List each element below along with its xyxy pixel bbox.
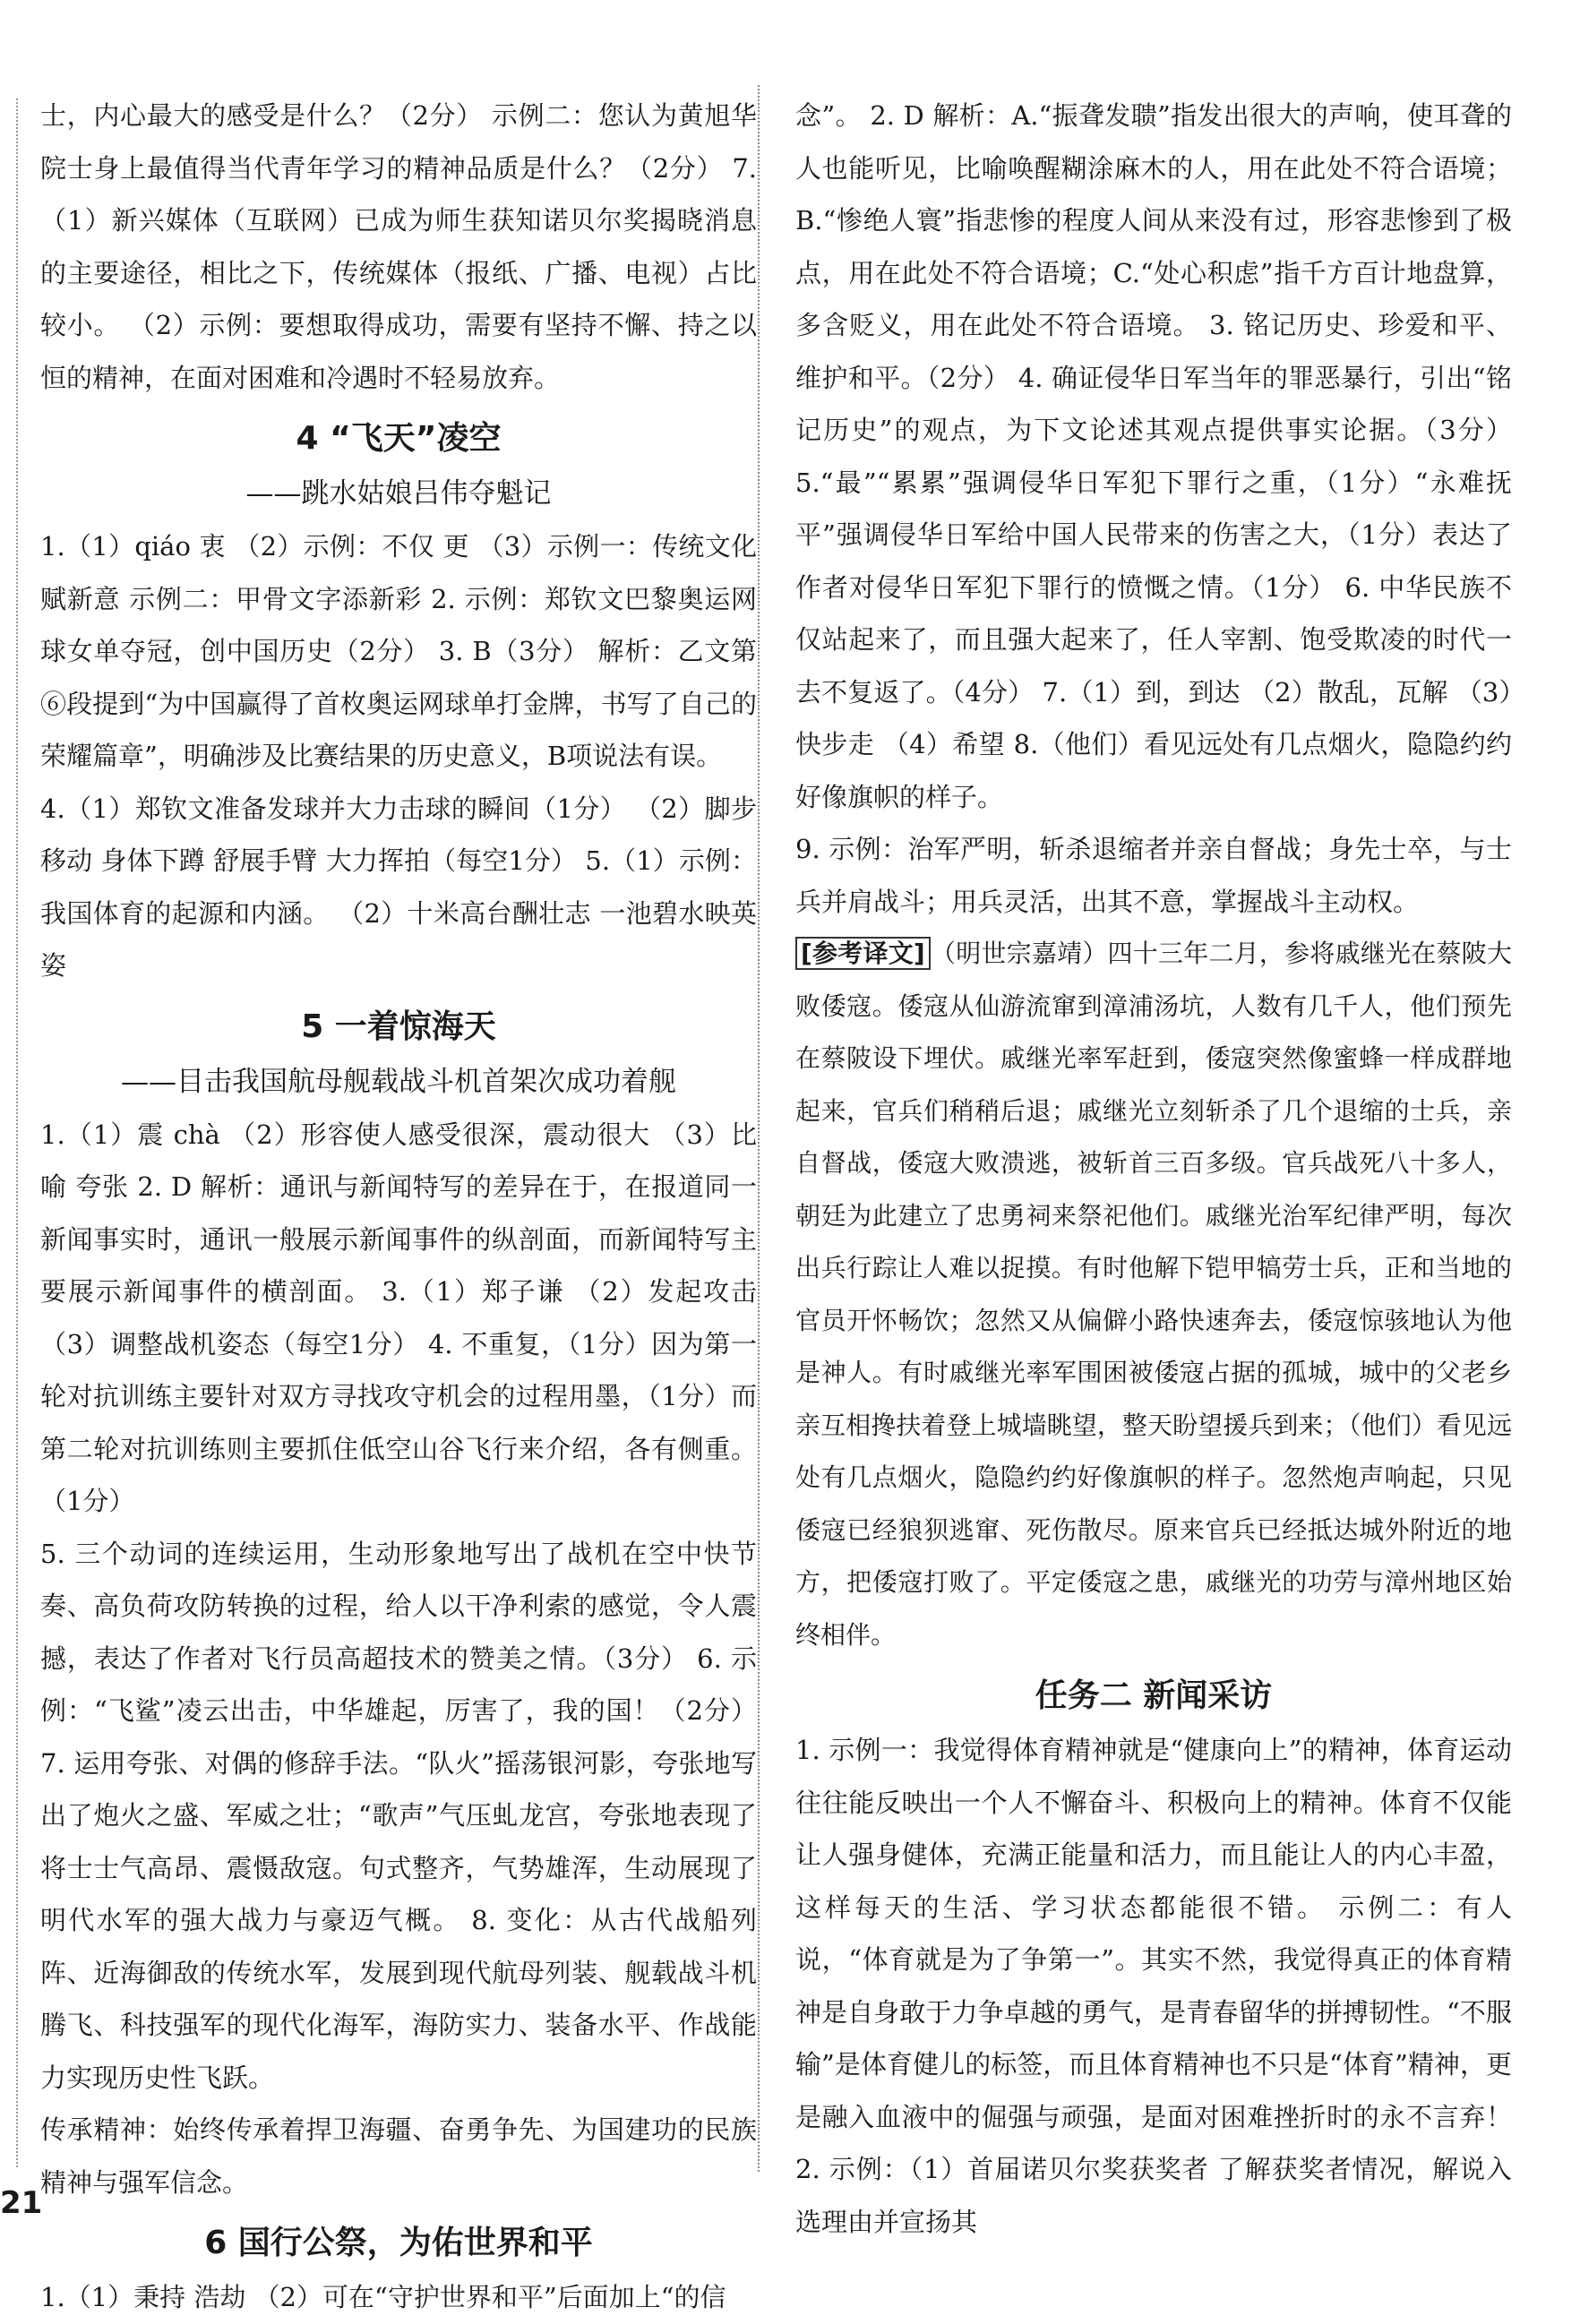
task-2-title: 任务二 新闻采访 bbox=[1035, 1677, 1273, 1714]
left-column bbox=[40, 90, 757, 2324]
reference-translation-label: [参考译文] bbox=[795, 937, 931, 970]
right-column bbox=[795, 90, 1512, 2248]
section-4-answers-1: 1.（1）qiáo 衷 （2）示例：不仅 更 （3）示例一：传统文化赋新意 示例二：甲骨文字添新彩 2. 示例：郑钦文巴黎奥运网球女单夺冠，创中国历史（2分） 3. B（3分） 解析：乙文第⑥段提到“为中国赢得了首枚奥运网球单打金牌，书写了自己的荣耀篇章”，明确涉及比赛结果的历史意义，B项说法有误。 bbox=[40, 531, 757, 771]
section-6-answers-1: 1.（1）秉持 浩劫 （2）可在“守护世界和平”后面加上“的信 bbox=[40, 2282, 726, 2312]
section-5-subtitle: ——目击我国航母舰载战斗机首架次成功着舰 bbox=[121, 1065, 676, 1098]
task-2-answers: 1. 示例一：我觉得体育精神就是“健康向上”的精神，体育运动往往能反映出一个人不懈奋斗、积极向上的精神。体育不仅能让人强身健体，充满正能量和活力，而且能让人的内心丰盈，这样每天的生活、学习状态都能很不错。 示例二：有人说，“体育就是为了争第一”。其实不然，我觉得真正的体育精神是自身敢于力争卓越的勇气，是青春留华的拼搏韧性。“不服输”是体育健儿的标签，而且体育精神也不只是“体育”精神，更是融入血液中的倔强与顽强，是面对困难挫折时的永不言弃！ 2. 示例：（1）首届诺贝尔奖获奖者 了解获奖者情况，解说入选理由并宣扬其 bbox=[795, 1735, 1512, 2237]
reference-translation bbox=[795, 928, 1512, 1661]
section-6-title: 6 国行公祭，为佑世界和平 bbox=[204, 2225, 593, 2261]
left-paragraph-continued: 士，内心最大的感受是什么？（2分） 示例二：您认为黄旭华院士身上最值得当代青年学习的精神品质是什么？（2分） 7.（1）新兴媒体（互联网）已成为师生获知诺贝尔奖揭晓消息的主要途径，相比之下，传统媒体（报纸、广播、电视）占比较小。 （2）示例：要想取得成功，需要有坚持不懈、持之以恒的精神，在面对困难和冷遇时不轻易放弃。 bbox=[40, 100, 757, 393]
section-6-answers-continued: 念”。 2. D 解析：A.“振聋发聩”指发出很大的声响，使耳聋的人也能听见，比喻唤醒糊涂麻木的人，用在此处不符合语境；B.“惨绝人寰”指悲惨的程度人间从来没有过，形容悲惨到了极点，用在此处不符合语境；C.“处心积虑”指千方百计地盘算，多含贬义，用在此处不符合语境。 3. 铭记历史、珍爱和平、维护和平。（2分） 4. 确证侵华日军当年的罪恶暴行，引出“铭记历史”的观点，为下文论述其观点提供事实论据。（3分） 5.“最”“累累”强调侵华日军犯下罪行之重，（1分）“永难抚平”强调侵华日军给中国人民带来的伤害之大，（1分）表达了作者对侵华日军犯下罪行的愤慨之情。（1分） 6. 中华民族不仅站起来了，而且强大起来了，任人宰割、饱受欺凌的时代一去不复返了。（4分） 7.（1）到，到达 （2）散乱，瓦解 （3）快步走 （4）希望 8.（他们）看见远处有几点烟火，隐隐约约好像旗帜的样子。 bbox=[795, 100, 1512, 812]
reference-translation-text: （明世宗嘉靖）四十三年二月，参将戚继光在蔡陂大败倭寇。倭寇从仙游流窜到漳浦汤坑，人数有几千人，他们预先在蔡陂设下埋伏。戚继光率军赶到，倭寇突然像蜜蜂一样成群地起来，官兵们稍稍后退；戚继光立刻斩杀了几个退缩的士兵，亲自督战，倭寇大败溃逃，被斩首三百多级。官兵战死八十多人，朝廷为此建立了忠勇祠来祭祀他们。戚继光治军纪律严明，每次出兵行踪让人难以捉摸。有时他解下铠甲犒劳士兵，正和当地的官员开怀畅饮；忽然又从偏僻小路快速奔去，倭寇惊骇地认为他是神人。有时戚继光率军围困被倭寇占据的孤城，城中的父老乡亲互相搀扶着登上城墙眺望，整天盼望援兵到来；（他们）看见远处有几点烟火，隐隐约约好像旗帜的样子。忽然炮声响起，只见倭寇已经狼狈逃窜、死伤散尽。原来官兵已经抵达城外附近的地方，把倭寇打败了。平定倭寇之患，戚继光的功劳与漳州地区始终相伴。 bbox=[795, 939, 1512, 1650]
section-4-answers-2: 4.（1）郑钦文准备发球并大力击球的瞬间（1分） （2）脚步移动 身体下蹲 舒展手臂 大力挥拍（每空1分） 5.（1）示例：我国体育的起源和内涵。 （2）十米高台酬壮志 一池碧水映英姿 bbox=[40, 793, 757, 981]
section-5-answers-3: 传承精神：始终传承着捍卫海疆、奋勇争先、为国建功的民族精神与强军信念。 bbox=[40, 2114, 757, 2198]
section-5-title: 5 一着惊海天 bbox=[301, 1008, 496, 1045]
section-4-title: 4 “飞天”凌空 bbox=[296, 420, 502, 457]
section-5-answers-1: 1.（1）震 chà （2）形容使人感受很深，震动很大 （3）比喻 夸张 2. D 解析：通讯与新闻特写的差异在于，在报道同一新闻事实时，通讯一般展示新闻事件的纵剖面，而新闻特写主要展示新闻事件的横剖面。 3.（1）郑子谦 （2）发起攻击 （3）调整战机姿态（每空1分） 4. 不重复，（1分）因为第一轮对抗训练主要针对双方寻找攻守机会的过程用墨，（1分）而第二轮对抗训练则主要抓住低空山谷飞行来介绍，各有侧重。（1分） bbox=[40, 1119, 757, 1516]
margin-dotted-line bbox=[16, 99, 18, 2167]
section-4-subtitle: ——跳水姑娘吕伟夺魁记 bbox=[245, 477, 552, 510]
page-number: 21 bbox=[0, 2185, 43, 2221]
section-6-answer-9: 9. 示例：治军严明，斩杀退缩者并亲自督战；身先士卒，与士兵并肩战斗；用兵灵活，出其不意，掌握战斗主动权。 bbox=[795, 834, 1512, 917]
column-divider bbox=[758, 85, 760, 2172]
section-5-answers-2: 5. 三个动词的连续运用，生动形象地写出了战机在空中快节奏、高负荷攻防转换的过程，给人以干净利索的感觉，令人震撼，表达了作者对飞行员高超技术的赞美之情。（3分） 6. 示例：“飞鲨”凌云出击，中华雄起，厉害了，我的国！（2分） 7. 运用夸张、对偶的修辞手法。“队火”摇荡银河影，夸张地写出了炮火之盛、军威之壮；“歌声”气压虬龙宫，夸张地表现了将士士气高昂、震慑敌寇。句式整齐，气势雄浑，生动展现了明代水军的强大战力与豪迈气概。 8. 变化：从古代战船列阵、近海御敌的传统水军，发展到现代航母列装、舰载战斗机腾飞、科技强军的现代化海军，海防实力、装备水平、作战能力实现历史性飞跃。 bbox=[40, 1538, 757, 2093]
